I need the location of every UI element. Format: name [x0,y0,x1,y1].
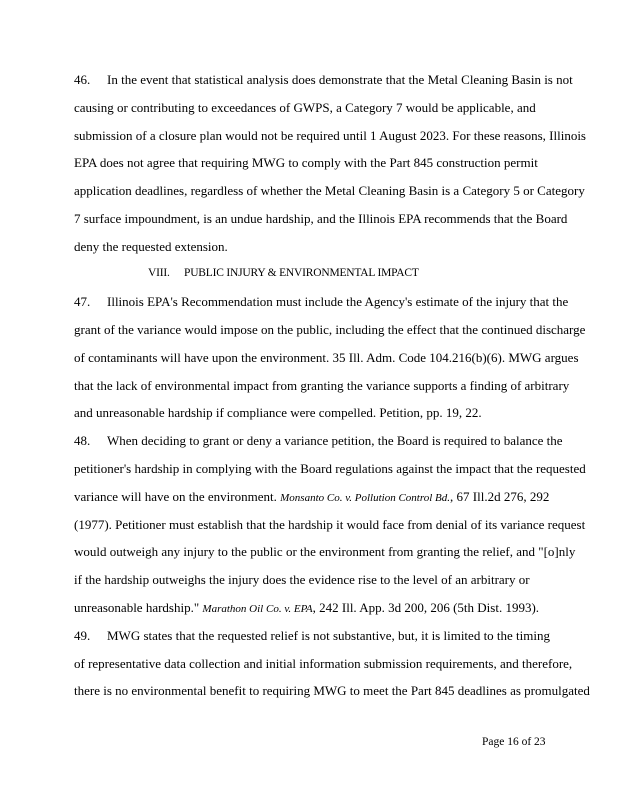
paragraph-49-line: there is no environmental benefit to requiring MWG to meet the Part 845 deadlines as promulgated [74,683,590,698]
paragraph-47-line: grant of the variance would impose on the public, including the effect that the continued discharge [74,322,586,337]
paragraph-48-line: (1977). Petitioner must establish that the hardship it would face from denial of its variance request [74,517,586,532]
paragraph-number: 49. [74,628,91,643]
paragraph-46-line [74,72,598,88]
paragraph-text: When deciding to grant or deny a variance petition, the Board is required to balance the [107,433,563,448]
citation-text: , 242 Ill. App. 3d 200, 206 (5th Dist. 1993). [312,600,540,615]
page-number: Page 16 of 23 [482,736,546,748]
paragraph-48-line: if the hardship outweighs the injury does the evidence rise to the level of an arbitrary or [74,572,530,587]
citation-text: , 67 Ill.2d 276, 292 [450,489,550,504]
paragraph-46-line: EPA does not agree that requiring MWG to comply with the Part 845 construction permit [74,155,538,170]
paragraph-number: 48. [74,433,91,448]
paragraph-text: In the event that statistical analysis does demonstrate that the Metal Cleaning Basin is not [107,72,573,87]
paragraph-48-line: would outweigh any injury to the public or the environment from granting the relief, and "[o]nly [74,544,576,559]
case-citation: Marathon Oil Co. v. EPA [202,603,313,615]
paragraph-47-line: and unreasonable hardship if compliance were compelled. Petition, pp. 19, 22. [74,405,482,420]
section-heading [148,267,419,279]
paragraph-47-line: that the lack of environmental impact from granting the variance supports a finding of arbitrary [74,378,570,393]
paragraph-48-line: petitioner's hardship in complying with the Board regulations against the impact that the requested [74,461,586,476]
paragraph-46-line: causing or contributing to exceedances of GWPS, a Category 7 would be applicable, and [74,100,536,115]
paragraph-46-line: submission of a closure plan would not be required until 1 August 2023. For these reasons, Illinois [74,128,586,143]
paragraph-49-line [74,628,598,644]
paragraph-49-line: of representative data collection and initial information submission requirements, and therefore, [74,656,573,671]
section-title: PUBLIC INJURY & ENVIRONMENTAL IMPACT [184,267,419,279]
paragraph-text: variance will have on the environment. [74,489,277,504]
paragraph-48-line [74,600,598,617]
paragraph-number: 47. [74,294,91,309]
paragraph-text: Illinois EPA's Recommendation must include the Agency's estimate of the injury that the [107,294,569,309]
paragraph-46-line: deny the requested extension. [74,239,228,254]
paragraph-48-line [74,489,598,506]
case-citation: Monsanto Co. v. Pollution Control Bd. [280,492,451,504]
paragraph-text: unreasonable hardship." [74,600,200,615]
paragraph-46-line: 7 surface impoundment, is an undue hardship, and the Illinois EPA recommends that the Board [74,211,568,226]
paragraph-46-line: application deadlines, regardless of whether the Metal Cleaning Basin is a Category 5 or Category [74,183,585,198]
paragraph-47-line [74,294,598,310]
paragraph-text: MWG states that the requested relief is not substantive, but, it is limited to the timing [107,628,551,643]
paragraph-number: 46. [74,72,91,87]
paragraph-48-line [74,433,598,449]
section-number: VIII. [148,267,170,279]
paragraph-47-line: of contaminants will have upon the environment. 35 Ill. Adm. Code 104.216(b)(6). MWG argues [74,350,579,365]
